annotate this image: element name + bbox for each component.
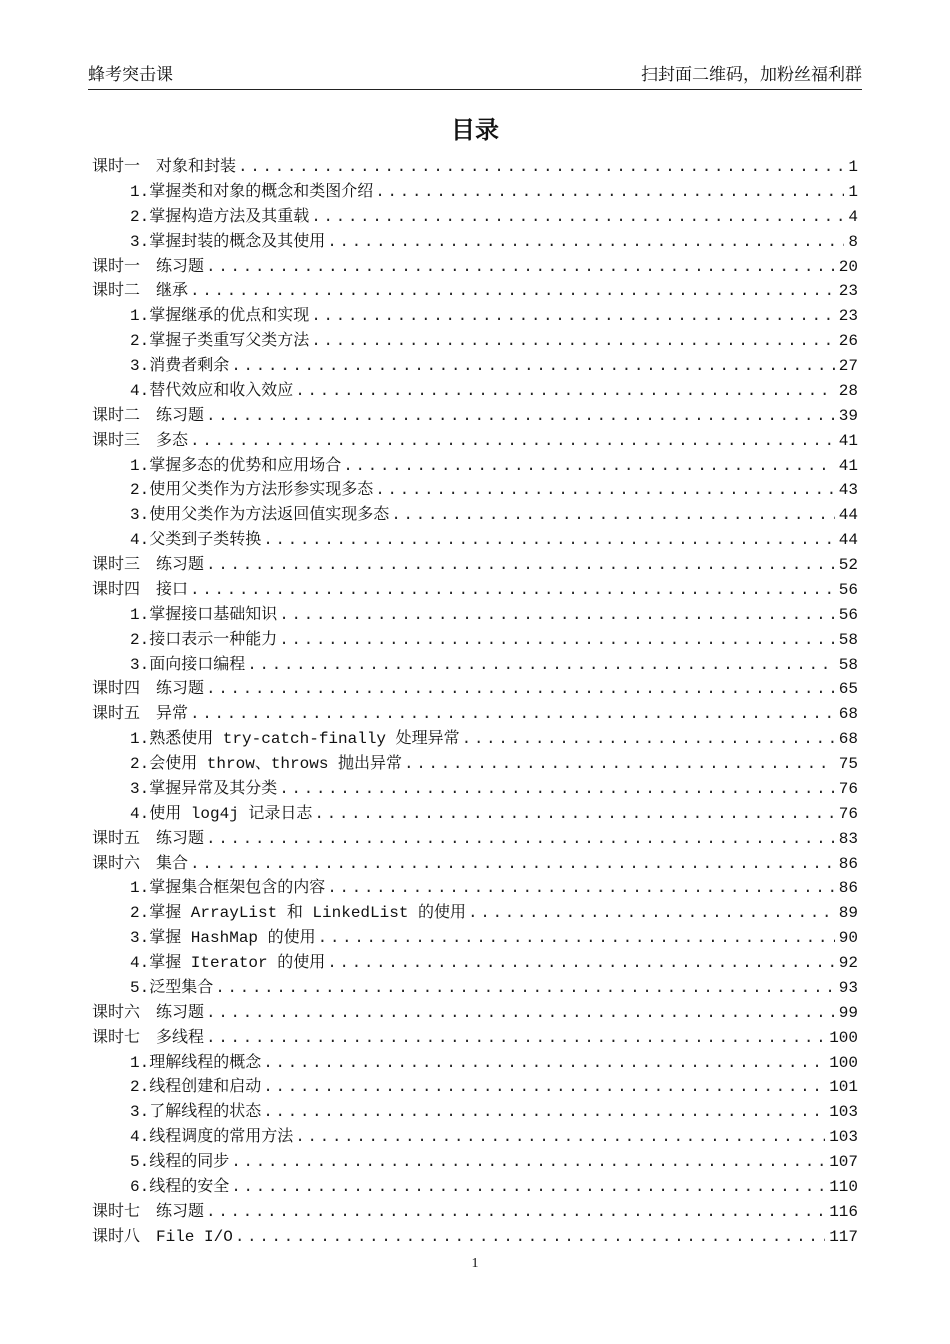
dot-leader	[314, 805, 834, 823]
toc-entry-title: 2.会使用 throw、throws 抛出异常	[130, 755, 403, 773]
toc-entry[interactable]	[92, 427, 858, 452]
dot-leader	[279, 780, 835, 798]
dot-leader	[206, 407, 835, 425]
toc-entry[interactable]	[92, 1198, 858, 1223]
toc-subentry[interactable]	[92, 178, 858, 203]
dot-leader	[343, 457, 835, 475]
toc-subentry[interactable]	[92, 302, 858, 327]
toc-entry[interactable]	[92, 999, 858, 1024]
toc-entry-title: 2.接口表示一种能力	[130, 630, 278, 649]
dot-leader	[318, 929, 835, 947]
toc-entry-title: 2.使用父类作为方法形参实现多态	[130, 481, 374, 500]
toc-entry-page: 90	[838, 929, 858, 948]
dot-leader	[279, 606, 835, 624]
toc-subentry[interactable]	[92, 203, 858, 228]
toc-entry-page: 117	[829, 1227, 858, 1246]
toc-entry-title: 3.消费者剩余	[130, 357, 230, 375]
toc-entry[interactable]	[92, 825, 858, 850]
toc-entry-page: 101	[829, 1078, 858, 1097]
dot-leader	[295, 382, 835, 400]
toc-entry-title: 课时四 练习题	[92, 680, 205, 699]
toc-entry-title: 1.掌握多态的优势和应用场合	[130, 456, 342, 475]
toc-entry-title: 1.掌握接口基础知识	[130, 605, 278, 624]
toc-entry-title: 3.掌握封装的概念及其使用	[130, 232, 326, 251]
dot-leader	[263, 531, 835, 549]
toc-entry-page: 41	[838, 456, 858, 475]
toc-entry-title: 1.掌握继承的优点和实现	[130, 307, 310, 326]
toc-entry-page: 20	[838, 257, 858, 276]
toc-entry-page: 44	[838, 531, 858, 550]
toc-entry-page: 58	[838, 630, 858, 649]
toc-subentry[interactable]	[92, 1173, 858, 1198]
dot-leader	[375, 481, 835, 499]
dot-leader	[295, 1128, 825, 1146]
toc-entry-title: 2.线程创建和启动	[130, 1078, 262, 1097]
toc-subentry[interactable]	[92, 228, 858, 253]
page-header	[88, 62, 862, 90]
dot-leader	[327, 879, 835, 897]
toc-entry-page: 68	[838, 705, 858, 724]
toc-entry-title: 课时七 练习题	[92, 1202, 205, 1221]
toc-entry-page: 44	[838, 506, 858, 525]
toc-entry-title: 3.了解线程的状态	[130, 1103, 262, 1122]
dot-leader	[311, 332, 835, 350]
toc-subentry[interactable]	[92, 750, 858, 775]
toc-entry-page: 39	[838, 406, 858, 425]
dot-leader	[279, 631, 835, 649]
dot-leader	[190, 705, 835, 723]
toc-entry-title: 3.面向接口编程	[130, 655, 246, 674]
toc-entry-page: 1	[848, 158, 858, 176]
toc-entry-page: 23	[838, 282, 858, 301]
dot-leader	[238, 158, 844, 176]
toc-entry[interactable]	[92, 153, 858, 178]
toc-entry-title: 课时一 对象和封装	[92, 158, 237, 176]
toc-subentry[interactable]	[92, 874, 858, 899]
toc-entry-page: 99	[838, 1003, 858, 1022]
dot-leader	[263, 1054, 825, 1072]
toc-subentry[interactable]	[92, 974, 858, 999]
dot-leader	[462, 730, 835, 748]
toc-entry-page: 93	[838, 978, 858, 997]
dot-leader	[263, 1078, 825, 1096]
toc-entry[interactable]	[92, 675, 858, 700]
toc-entry-page: 76	[838, 779, 858, 798]
toc-entry-page: 107	[829, 1153, 858, 1171]
toc-entry[interactable]	[92, 1223, 858, 1248]
dot-leader	[468, 904, 835, 922]
dot-leader	[391, 506, 835, 524]
toc-entry-title: 课时五 异常	[92, 705, 189, 724]
toc-subentry[interactable]	[92, 1073, 858, 1098]
toc-entry-page: 52	[838, 556, 858, 574]
dot-leader	[206, 1203, 825, 1221]
toc-subentry[interactable]	[92, 949, 858, 974]
toc-entry-title: 1.掌握类和对象的概念和类图介绍	[130, 182, 374, 201]
toc-entry[interactable]	[92, 277, 858, 302]
toc-entry[interactable]	[92, 253, 858, 278]
dot-leader	[311, 208, 844, 226]
dot-leader	[231, 1153, 825, 1171]
toc-subentry[interactable]	[92, 601, 858, 626]
toc-entry-page: 56	[838, 580, 858, 599]
toc-entry-title: 4.使用 log4j 记录日志	[130, 804, 313, 823]
toc-entry-title: 4.父类到子类转换	[130, 531, 262, 550]
dot-leader	[206, 556, 835, 574]
toc-entry-page: 75	[838, 755, 858, 773]
toc-entry-page: 103	[829, 1128, 858, 1147]
dot-leader	[375, 183, 844, 201]
toc-subentry[interactable]	[92, 476, 858, 501]
toc-entry-title: 1.熟悉使用 try-catch-finally 处理异常	[130, 730, 460, 749]
dot-leader	[231, 357, 835, 375]
toc-entry-title: 2.掌握子类重写父类方法	[130, 332, 310, 351]
toc-entry-page: 28	[838, 381, 858, 400]
toc-subentry[interactable]	[92, 1123, 858, 1148]
header-left: 蜂考突击课	[88, 67, 173, 86]
toc-entry-page: 56	[838, 605, 858, 624]
toc-entry-page: 1	[848, 182, 858, 201]
toc-entry-page: 26	[838, 332, 858, 351]
toc-entry-title: 4.掌握 Iterator 的使用	[130, 954, 326, 972]
toc-entry-page: 27	[838, 357, 858, 375]
toc-subentry[interactable]	[92, 924, 858, 949]
toc-entry-title: 3.掌握 HashMap 的使用	[130, 929, 316, 948]
toc-entry-page: 41	[838, 431, 858, 450]
toc-subentry[interactable]	[92, 775, 858, 800]
toc-entry-page: 68	[838, 730, 858, 749]
toc-entry-page: 86	[838, 879, 858, 898]
toc-subentry[interactable]	[92, 725, 858, 750]
toc-subentry[interactable]	[92, 377, 858, 402]
toc-subentry[interactable]	[92, 1098, 858, 1123]
toc-entry-page: 43	[838, 481, 858, 500]
toc-entry-title: 6.线程的安全	[130, 1177, 230, 1196]
toc-entry-page: 116	[829, 1202, 858, 1221]
toc-entry-title: 3.使用父类作为方法返回值实现多态	[130, 506, 390, 525]
toc-entry-page: 89	[838, 904, 858, 923]
dot-leader	[263, 1103, 825, 1121]
page-number: 1	[471, 1256, 479, 1271]
toc-entry[interactable]	[92, 1024, 858, 1049]
dot-leader	[206, 1029, 825, 1047]
toc-entry-title: 1.理解线程的概念	[130, 1053, 262, 1072]
toc-entry-page: 4	[848, 207, 858, 226]
toc-subentry[interactable]	[92, 1049, 858, 1074]
toc-entry-page: 83	[838, 829, 858, 848]
toc-subentry[interactable]	[92, 452, 858, 477]
dot-leader	[247, 656, 835, 674]
toc-subentry[interactable]	[92, 526, 858, 551]
toc-subentry[interactable]	[92, 800, 858, 825]
toc-entry-title: 4.替代效应和收入效应	[130, 381, 294, 400]
header-right: 扫封面二维码，加粉丝福利群	[641, 67, 862, 86]
toc-entry-title: 2.掌握构造方法及其重载	[130, 207, 310, 226]
dot-leader	[190, 581, 835, 599]
toc-entry-title: 5.泛型集合	[130, 978, 214, 997]
toc-entry-page: 8	[848, 232, 858, 251]
toc-subentry[interactable]	[92, 1148, 858, 1173]
toc-entry-title: 课时四 接口	[92, 580, 189, 599]
toc-subentry[interactable]	[92, 626, 858, 651]
dot-leader	[206, 680, 835, 698]
toc-entry-title: 课时二 练习题	[92, 406, 205, 425]
dot-leader	[190, 855, 835, 873]
dot-leader	[190, 432, 835, 450]
toc-entry-title: 课时三 多态	[92, 431, 189, 450]
dot-leader	[206, 830, 835, 848]
toc-entry-title: 4.线程调度的常用方法	[130, 1128, 294, 1147]
toc-entry-page: 23	[838, 307, 858, 326]
toc-entry-page: 100	[829, 1028, 858, 1047]
toc-entry-title: 课时七 多线程	[92, 1028, 205, 1047]
toc-subentry[interactable]	[92, 327, 858, 352]
toc-entry-title: 3.掌握异常及其分类	[130, 779, 278, 798]
toc-entry[interactable]	[92, 576, 858, 601]
toc-subentry[interactable]	[92, 501, 858, 526]
dot-leader	[231, 1178, 825, 1196]
table-of-contents	[92, 153, 858, 1248]
toc-entry-page: 65	[838, 680, 858, 699]
toc-entry-page: 86	[838, 854, 858, 873]
dot-leader	[206, 1004, 835, 1022]
dot-leader	[190, 282, 835, 300]
toc-entry-title: 课时二 继承	[92, 282, 189, 301]
toc-entry-title: 2.掌握 ArrayList 和 LinkedList 的使用	[130, 904, 467, 923]
toc-subentry[interactable]	[92, 651, 858, 676]
toc-subentry[interactable]	[92, 899, 858, 924]
dot-leader	[327, 954, 835, 972]
dot-leader	[206, 258, 835, 276]
dot-leader	[235, 1228, 825, 1246]
dot-leader	[404, 755, 835, 773]
toc-entry[interactable]	[92, 551, 858, 576]
toc-entry-page: 58	[838, 655, 858, 674]
dot-leader	[327, 233, 844, 251]
toc-entry[interactable]	[92, 850, 858, 875]
toc-entry-title: 课时六 集合	[92, 854, 189, 873]
toc-entry-title: 5.线程的同步	[130, 1153, 230, 1171]
toc-entry-page: 76	[838, 804, 858, 823]
toc-entry-title: 课时八 File I/O	[92, 1227, 233, 1246]
toc-entry-title: 课时六 练习题	[92, 1003, 205, 1022]
toc-entry-title: 1.掌握集合框架包含的内容	[130, 879, 326, 898]
toc-entry-page: 92	[838, 954, 858, 972]
toc-subentry[interactable]	[92, 352, 858, 377]
dot-leader	[311, 307, 835, 325]
toc-entry-page: 103	[829, 1103, 858, 1122]
page-title: 目录	[451, 116, 499, 144]
toc-entry-title: 课时一 练习题	[92, 257, 205, 276]
toc-entry-title: 课时三 练习题	[92, 556, 205, 574]
toc-entry[interactable]	[92, 700, 858, 725]
dot-leader	[215, 979, 835, 997]
toc-entry-title: 课时五 练习题	[92, 829, 205, 848]
toc-entry-page: 100	[829, 1053, 858, 1072]
toc-entry-page: 110	[829, 1177, 858, 1196]
toc-entry[interactable]	[92, 402, 858, 427]
